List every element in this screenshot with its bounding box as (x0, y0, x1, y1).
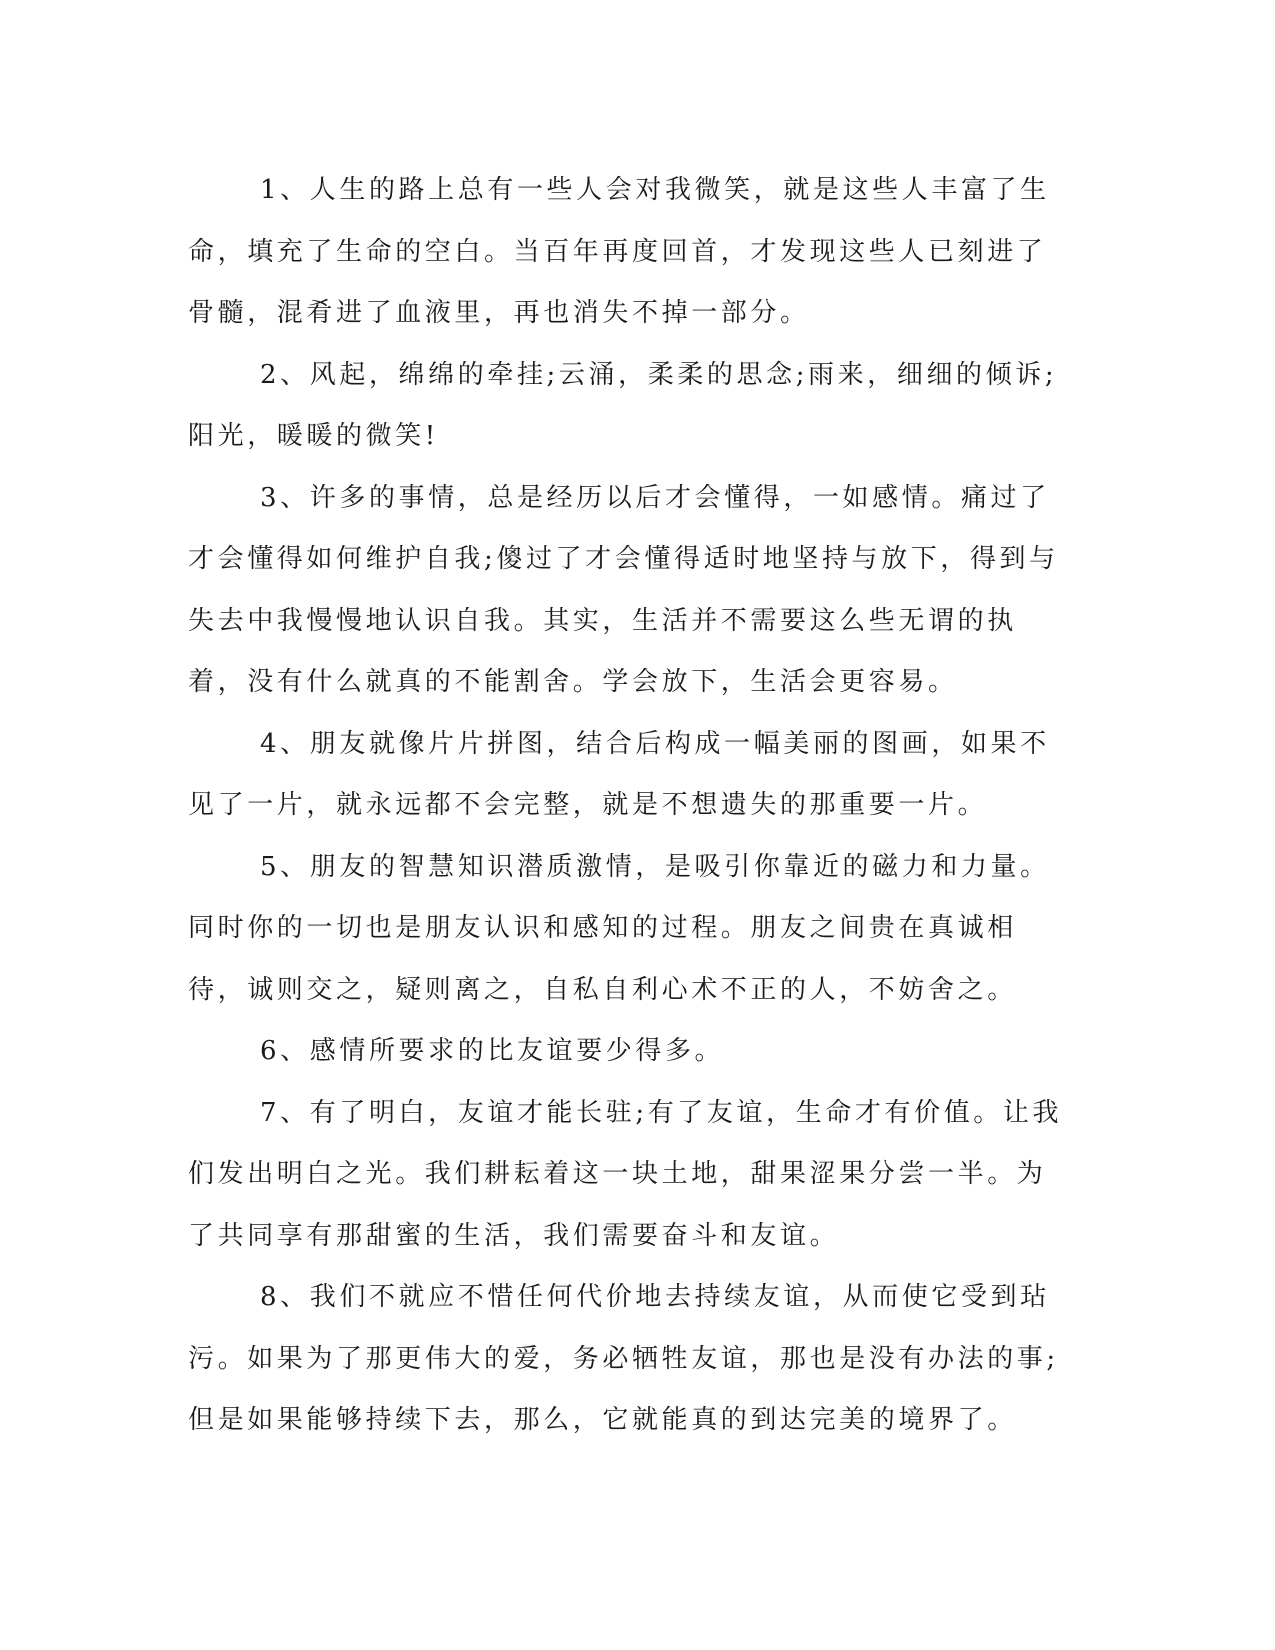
paragraph-7: 7、有了明白，友谊才能长驻;有了友谊，生命才有价值。让我们发出明白之光。我们耕耘着这一块土地，甜果涩果分尝一半。为了共同享有那甜蜜的生活，我们需要奋斗和友谊。 (188, 1097, 1063, 1251)
paragraph-5: 5、朋友的智慧知识潜质激情，是吸引你靠近的磁力和力量。同时你的一切也是朋友认识和感知的过程。朋友之间贵在真诚相待，诚则交之，疑则离之，自私自利心术不正的人，不妨舍之。 (188, 851, 1050, 1005)
paragraph-4: 4、朋友就像片片拼图，结合后构成一幅美丽的图画，如果不见了一片，就永远都不会完整，就是不想遗失的那重要一片。 (188, 728, 1050, 820)
paragraph-1: 1、人生的路上总有一些人会对我微笑，就是这些人丰富了生命，填充了生命的空白。当百年再度回首，才发现这些人已刻进了骨髓，混肴进了血液里，再也消失不掉一部分。 (188, 175, 1050, 328)
paragraph-8: 8、我们不就应不惜任何代价地去持续友谊，从而使它受到玷污。如果为了那更伟大的爱，务必牺牲友谊，那也是没有办法的事;但是如果能够持续下去，那么，它就能真的到达完美的境界了。 (188, 1282, 1059, 1435)
paragraph-3: 3、许多的事情，总是经历以后才会懂得，一如感情。痛过了才会懂得如何维护自我;傻过了才会懂得适时地坚持与放下，得到与失去中我慢慢地认识自我。其实，生活并不需要这么些无谓的执着，没有什么就真的不能割舍。学会放下，生活会更容易。 (188, 482, 1059, 697)
document-body (188, 160, 1068, 1452)
paragraph-6: 6、感情所要求的比友谊要少得多。 (260, 1036, 725, 1066)
paragraph-2: 2、风起，绵绵的牵挂;云涌，柔柔的思念;雨来，细细的倾诉;阳光，暖暖的微笑! (188, 359, 1058, 451)
